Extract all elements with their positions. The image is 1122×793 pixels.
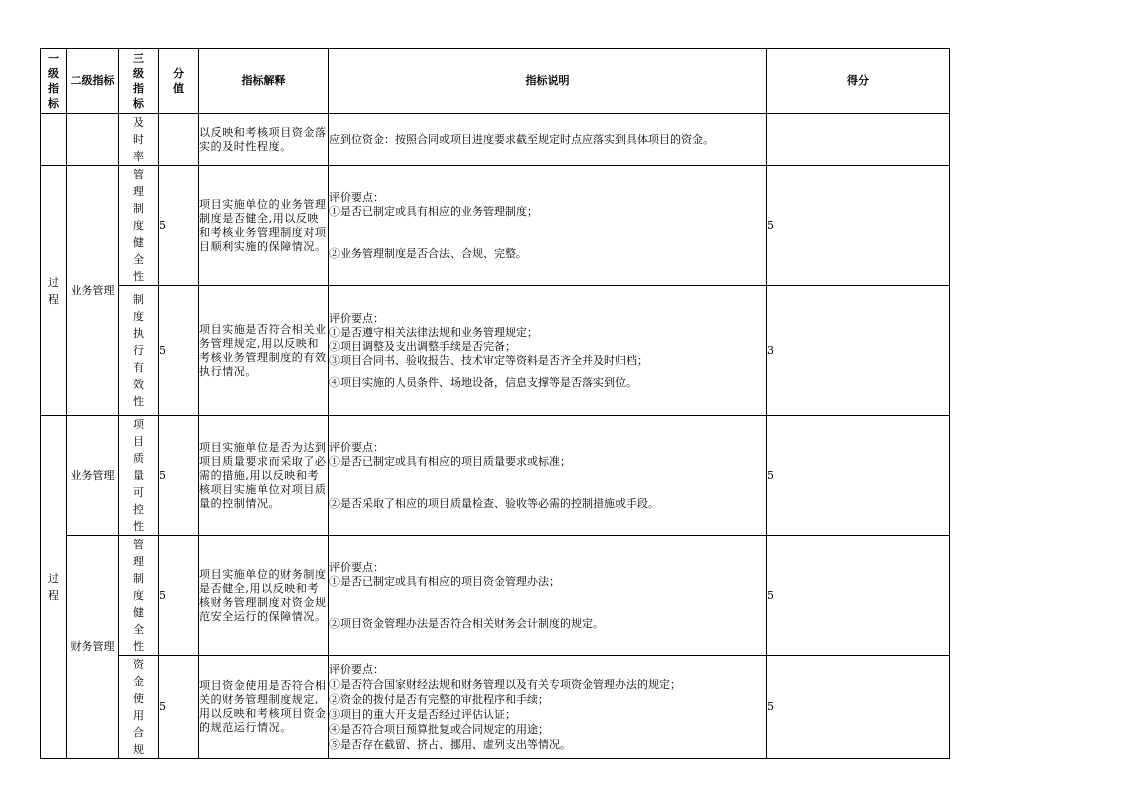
got-cell	[767, 114, 950, 166]
score-cell: 5	[159, 286, 199, 416]
desc-line: 评价要点：	[329, 190, 384, 204]
desc-line: ④是否符合项目预算批复或合同规定的用途；	[329, 723, 549, 736]
header-explain: 指标解释	[199, 49, 329, 114]
got-cell: 5	[767, 416, 950, 536]
desc-line: 应到位资金：按照合同或项目进度要求截至规定时点应落实到具体项目的资金。	[329, 132, 714, 146]
evaluation-table	[40, 48, 950, 759]
level2-cell: 业务管理	[67, 166, 119, 416]
got-cell: 5	[767, 166, 950, 286]
desc-cell	[329, 416, 767, 536]
desc-cell	[329, 166, 767, 286]
level3-cell: 管理制度健全性	[119, 166, 159, 286]
desc-line: ④项目实施的人员条件、场地设备，信息支撑等是否落实到位。	[329, 375, 637, 389]
header-desc: 指标说明	[329, 49, 767, 114]
score-cell: 5	[159, 536, 199, 656]
desc-line: ①是否已制定或具有相应的项目质量要求或标准；	[329, 454, 571, 468]
table-row	[41, 286, 950, 416]
level2-cell: 业务管理	[67, 416, 119, 536]
score-cell: 5	[159, 166, 199, 286]
desc-line: ①是否遵守相关法律法规和业务管理规定；	[329, 325, 538, 339]
table-row	[41, 656, 950, 759]
desc-line: ②业务管理制度是否合法、合规、完整。	[329, 246, 527, 260]
explain-cell: 项目实施是否符合相关业务管理规定,用以反映和考核业务管理制度的有效执行情况。	[199, 286, 329, 416]
explain-cell: 项目实施单位是否为达到项目质量要求而采取了必需的措施,用以反映和考核项目实施单位对项目质量的控制情况。	[199, 416, 329, 536]
level3-cell: 及时率	[119, 114, 159, 166]
table-row	[41, 114, 950, 166]
desc-line: ②项目资金管理办法是否符合相关财务会计制度的规定。	[329, 616, 604, 630]
desc-line: ①是否符合国家财经法规和财务管理以及有关专项资金管理办法的规定；	[329, 678, 681, 691]
got-cell: 3	[767, 286, 950, 416]
explain-cell: 项目实施单位的财务制度是否健全,用以反映和考核财务管理制度对资金规范安全运行的保障情况。	[199, 536, 329, 656]
desc-line: ③项目合同书、验收报告、技术审定等资料是否齐全并及时归档；	[329, 353, 648, 367]
header-level2: 二级指标	[67, 49, 119, 114]
header-row	[41, 49, 950, 114]
desc-line: ⑤是否存在截留、挤占、挪用、虚列支出等情况。	[329, 738, 571, 751]
header-got: 得分	[767, 49, 950, 114]
level2-cell	[67, 114, 119, 166]
desc-line: ①是否已制定或具有相应的项目资金管理办法；	[329, 574, 560, 588]
level2-cell: 财务管理	[67, 536, 119, 759]
desc-cell	[329, 286, 767, 416]
table-row	[41, 536, 950, 656]
level3-cell: 资金使用合规	[119, 656, 159, 759]
got-cell: 5	[767, 656, 950, 759]
score-cell: 5	[159, 656, 199, 759]
got-cell: 5	[767, 536, 950, 656]
header-level3: 三级指标	[119, 49, 159, 114]
level1-cell	[41, 114, 67, 166]
desc-line: 评价要点：	[329, 311, 384, 325]
level1-cell: 过程	[41, 166, 67, 416]
level3-cell: 项目质量可控性	[119, 416, 159, 536]
desc-cell	[329, 114, 767, 166]
desc-line: ②资金的拨付是否有完整的审批程序和手续；	[329, 693, 549, 706]
score-cell: 5	[159, 416, 199, 536]
level3-cell: 管理制度健全性	[119, 536, 159, 656]
score-cell	[159, 114, 199, 166]
desc-line: 评价要点：	[329, 663, 384, 676]
explain-cell: 项目实施单位的业务管理制度是否健全,用以反映和考核业务管理制度对项目顺利实施的保障情况。	[199, 166, 329, 286]
table-row	[41, 416, 950, 536]
desc-line: ③项目的重大开支是否经过评估认证；	[329, 708, 516, 721]
header-level1: 一级指标	[41, 49, 67, 114]
desc-line: 评价要点：	[329, 440, 384, 454]
header-score: 分值	[159, 49, 199, 114]
level1-cell: 过程	[41, 416, 67, 759]
desc-line: ①是否已制定或具有相应的业务管理制度；	[329, 204, 538, 218]
desc-line: 评价要点：	[329, 560, 384, 574]
explain-cell: 以反映和考核项目资金落实的及时性程度。	[199, 114, 329, 166]
explain-cell: 项目资金使用是否符合相关的财务管理制度规定,用以反映和考核项目资金的规范运行情况。	[199, 656, 329, 759]
level3-cell: 制度执行有效性	[119, 286, 159, 416]
table-row	[41, 166, 950, 286]
desc-line: ②是否采取了相应的项目质量检查、验收等必需的控制措施或手段。	[329, 496, 659, 510]
desc-line: ②项目调整及支出调整手续是否完备；	[329, 339, 516, 353]
desc-cell	[329, 656, 767, 759]
desc-cell	[329, 536, 767, 656]
